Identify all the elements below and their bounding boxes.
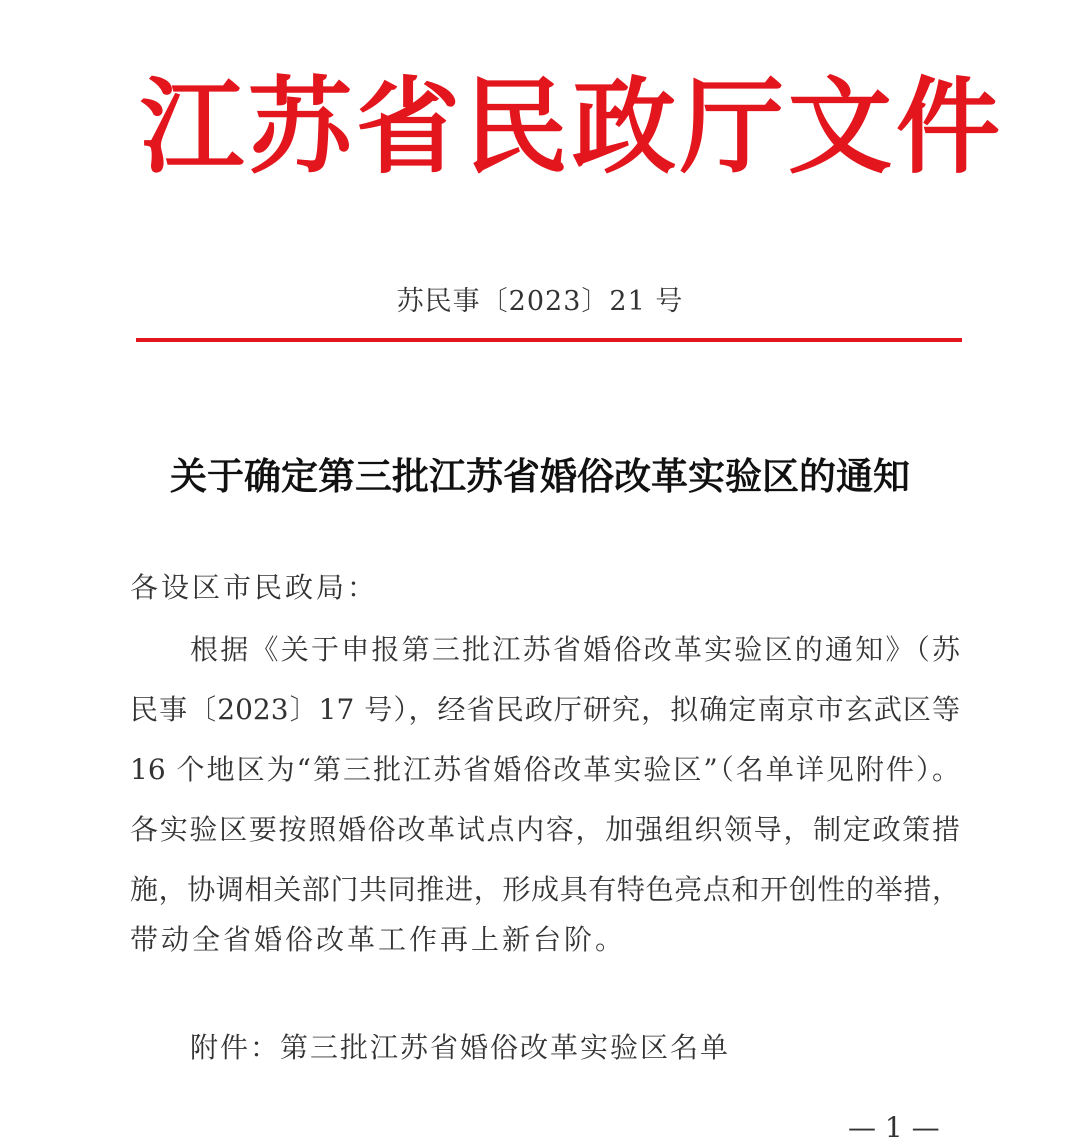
body-line-4: 各实验区要按照婚俗改革试点内容，加强组织领导，制定政策措 <box>130 813 960 846</box>
body-line-1: 根据《关于申报第三批江苏省婚俗改革实验区的通知》（苏 <box>190 633 960 666</box>
attachment-line: 附件：第三批江苏省婚俗改革实验区名单 <box>190 1031 731 1064</box>
notice-title: 关于确定第三批江苏省婚俗改革实验区的通知 <box>170 454 910 498</box>
body-line-3: 16 个地区为“第三批江苏省婚俗改革实验区”（名单详见附件）。 <box>130 753 960 786</box>
page-number: — 1 — <box>848 1111 940 1144</box>
body-line-5: 施，协调相关部门共同推进，形成具有特色亮点和开创性的举措， <box>130 873 960 906</box>
salutation: 各设区市民政局： <box>130 571 379 604</box>
red-divider-line <box>136 338 962 342</box>
document-number: 苏民事〔2023〕21 号 <box>396 286 684 317</box>
body-line-6: 带动全省婚俗改革工作再上新台阶。 <box>130 923 627 956</box>
masthead-title: 江苏省民政厅文件 <box>140 65 1005 188</box>
body-line-2: 民事〔2023〕17 号），经省民政厅研究，拟确定南京市玄武区等 <box>130 693 960 726</box>
